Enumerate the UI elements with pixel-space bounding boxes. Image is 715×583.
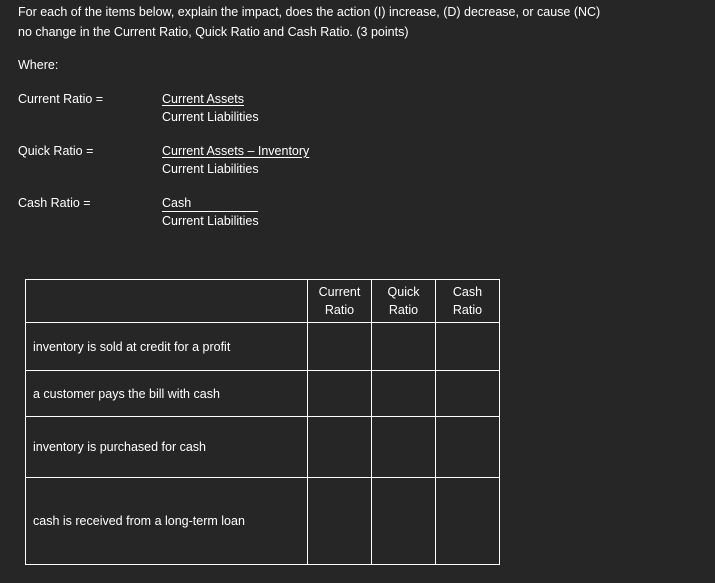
- answer-cell-quick[interactable]: [372, 323, 436, 371]
- quick-ratio-denominator: Current Liabilities: [162, 162, 259, 176]
- item-text: inventory is sold at credit for a profit: [26, 323, 308, 371]
- table-row: [26, 478, 500, 565]
- ratio-impact-table: [25, 279, 500, 565]
- table-row: [26, 417, 500, 478]
- answer-cell-quick[interactable]: [372, 417, 436, 478]
- answer-cell-current[interactable]: [308, 323, 372, 371]
- answer-cell-cash[interactable]: [436, 417, 500, 478]
- answer-cell-quick[interactable]: [372, 478, 436, 565]
- answer-cell-cash[interactable]: [436, 371, 500, 417]
- current-ratio-label: Current Ratio =: [18, 92, 104, 106]
- table-header-row: [26, 280, 500, 323]
- answer-cell-cash[interactable]: [436, 323, 500, 371]
- where-label: Where:: [18, 58, 59, 72]
- answer-cell-cash[interactable]: [436, 478, 500, 565]
- answer-cell-current[interactable]: [308, 417, 372, 478]
- header-current-ratio: Current Ratio: [308, 280, 372, 323]
- cash-ratio-label: Cash Ratio =: [18, 196, 91, 210]
- item-text: a customer pays the bill with cash: [26, 371, 308, 417]
- quick-ratio-label: Quick Ratio =: [18, 144, 94, 158]
- header-quick-ratio: Quick Ratio: [372, 280, 436, 323]
- current-ratio-denominator: Current Liabilities: [162, 110, 259, 124]
- answer-cell-quick[interactable]: [372, 371, 436, 417]
- instructions-line-1: For each of the items below, explain the impact, does the action (I) increase, (D) decrease, or cause (NC): [18, 5, 601, 19]
- header-cash-ratio: Cash Ratio: [436, 280, 500, 323]
- header-blank-cell: [26, 280, 308, 323]
- current-ratio-numerator: Current Assets: [162, 92, 244, 106]
- table-row: [26, 371, 500, 417]
- item-text: cash is received from a long-term loan: [26, 478, 308, 565]
- answer-cell-current[interactable]: [308, 371, 372, 417]
- instructions-line-2: no change in the Current Ratio, Quick Ratio and Cash Ratio. (3 points): [18, 25, 409, 39]
- table-row: [26, 323, 500, 371]
- cash-ratio-denominator: Current Liabilities: [162, 214, 259, 228]
- answer-cell-current[interactable]: [308, 478, 372, 565]
- cash-ratio-numerator: Cash: [162, 196, 258, 212]
- quick-ratio-numerator: Current Assets – Inventory: [162, 144, 310, 158]
- item-text: inventory is purchased for cash: [26, 417, 308, 478]
